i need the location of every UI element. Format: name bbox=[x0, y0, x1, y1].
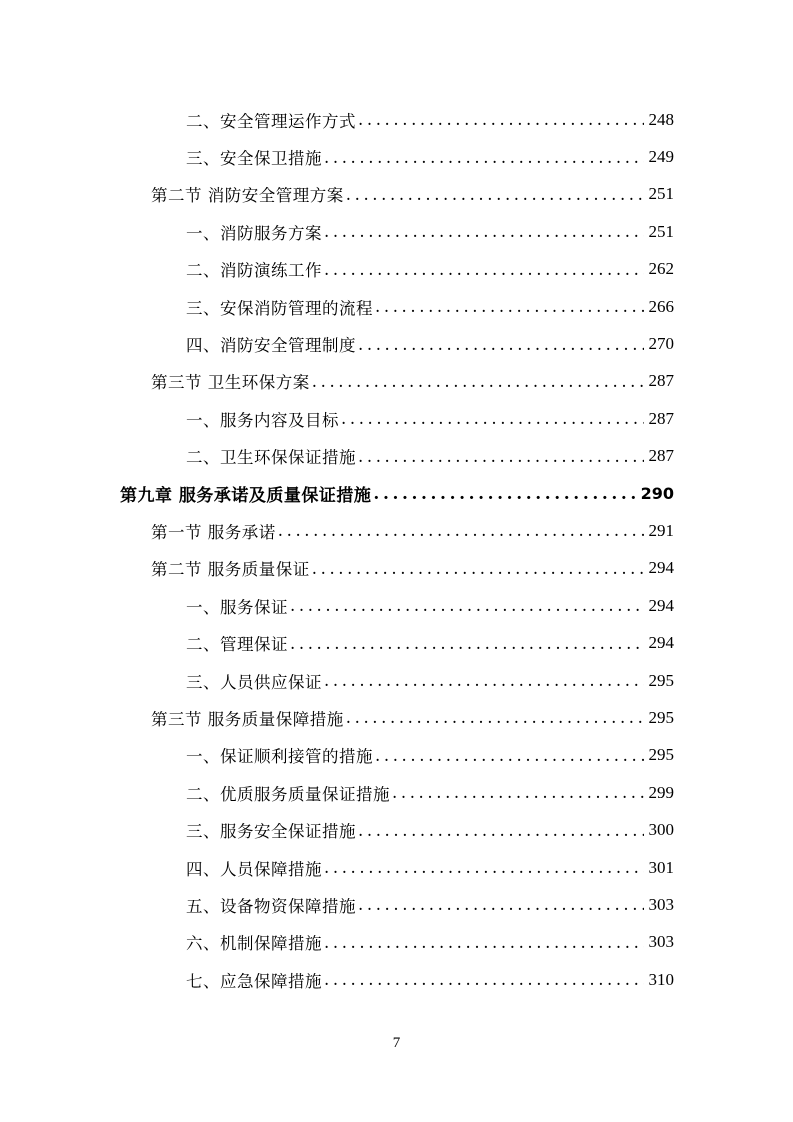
toc-entry-page: 299 bbox=[648, 782, 674, 802]
toc-entry-page: 249 bbox=[648, 147, 674, 167]
toc-entry-page: 303 bbox=[648, 932, 674, 952]
toc-entry-page: 295 bbox=[648, 707, 674, 727]
toc-dot-leader bbox=[324, 260, 644, 279]
toc-entry-page: 300 bbox=[648, 820, 674, 840]
table-of-contents bbox=[0, 101, 793, 998]
toc-entry-page: 294 bbox=[648, 595, 674, 615]
toc-entry-title: 第二节 服务质量保证 bbox=[151, 560, 310, 580]
toc-subsection-entry[interactable] bbox=[0, 961, 793, 998]
toc-entry-page: 262 bbox=[648, 259, 674, 279]
toc-entry-title: 第一节 服务承诺 bbox=[151, 522, 276, 542]
toc-section-entry[interactable] bbox=[0, 176, 793, 213]
toc-entry-page: 294 bbox=[648, 558, 674, 578]
toc-dot-leader bbox=[358, 821, 644, 840]
toc-dot-leader bbox=[278, 521, 644, 540]
toc-dot-leader bbox=[358, 895, 644, 914]
toc-entry-title: 四、消防安全管理制度 bbox=[186, 336, 356, 356]
toc-subsection-entry[interactable] bbox=[0, 288, 793, 325]
toc-section-entry[interactable] bbox=[0, 512, 793, 549]
toc-entry-page: 301 bbox=[648, 857, 674, 877]
toc-entry-page: 248 bbox=[648, 109, 674, 129]
toc-entry-title: 二、管理保证 bbox=[186, 635, 288, 655]
toc-entry-title: 一、服务内容及目标 bbox=[186, 410, 339, 430]
toc-dot-leader bbox=[358, 447, 644, 466]
toc-subsection-entry[interactable] bbox=[0, 438, 793, 475]
toc-dot-leader bbox=[324, 970, 644, 989]
toc-dot-leader bbox=[324, 933, 644, 952]
toc-subsection-entry[interactable] bbox=[0, 624, 793, 661]
toc-subsection-entry[interactable] bbox=[0, 662, 793, 699]
toc-subsection-entry[interactable] bbox=[0, 325, 793, 362]
toc-section-entry[interactable] bbox=[0, 363, 793, 400]
toc-dot-leader bbox=[358, 110, 644, 129]
toc-entry-page: 266 bbox=[648, 296, 674, 316]
toc-subsection-entry[interactable] bbox=[0, 587, 793, 624]
toc-subsection-entry[interactable] bbox=[0, 849, 793, 886]
toc-entry-page: 287 bbox=[648, 371, 674, 391]
toc-entry-page: 270 bbox=[648, 334, 674, 354]
toc-entry-title: 一、消防服务方案 bbox=[186, 223, 322, 243]
toc-section-entry[interactable] bbox=[0, 550, 793, 587]
toc-entry-page: 287 bbox=[648, 446, 674, 466]
toc-entry-title: 第二节 消防安全管理方案 bbox=[151, 186, 344, 206]
toc-entry-page: 290 bbox=[640, 484, 674, 504]
toc-entry-title: 一、服务保证 bbox=[186, 597, 288, 617]
toc-entry-title: 三、安全保卫措施 bbox=[186, 149, 322, 169]
toc-subsection-entry[interactable] bbox=[0, 213, 793, 250]
toc-entry-title: 第三节 卫生环保方案 bbox=[151, 373, 310, 393]
toc-entry-title: 二、卫生环保保证措施 bbox=[186, 448, 356, 468]
toc-subsection-entry[interactable] bbox=[0, 251, 793, 288]
toc-entry-page: 310 bbox=[648, 969, 674, 989]
toc-entry-title: 六、机制保障措施 bbox=[186, 934, 322, 954]
toc-dot-leader bbox=[375, 297, 644, 316]
toc-dot-leader bbox=[358, 335, 644, 354]
toc-entry-title: 三、人员供应保证 bbox=[186, 672, 322, 692]
toc-subsection-entry[interactable] bbox=[0, 811, 793, 848]
toc-entry-page: 287 bbox=[648, 408, 674, 428]
toc-dot-leader bbox=[392, 783, 644, 802]
toc-entry-title: 三、安保消防管理的流程 bbox=[186, 298, 373, 318]
toc-entry-title: 四、人员保障措施 bbox=[186, 859, 322, 879]
toc-dot-leader bbox=[290, 634, 644, 653]
toc-dot-leader bbox=[290, 596, 644, 615]
page-number: 7 bbox=[392, 1035, 401, 1051]
toc-entry-title: 第九章 服务承诺及质量保证措施 bbox=[120, 486, 372, 507]
toc-entry-title: 二、消防演练工作 bbox=[186, 261, 322, 281]
toc-dot-leader bbox=[324, 671, 644, 690]
toc-entry-title: 第三节 服务质量保障措施 bbox=[151, 709, 344, 729]
toc-subsection-entry[interactable] bbox=[0, 101, 793, 138]
toc-dot-leader bbox=[346, 708, 644, 727]
toc-dot-leader bbox=[324, 148, 644, 167]
toc-dot-leader bbox=[312, 559, 644, 578]
toc-dot-leader bbox=[375, 746, 644, 765]
toc-dot-leader bbox=[324, 858, 644, 877]
toc-entry-page: 303 bbox=[648, 894, 674, 914]
toc-entry-title: 一、保证顺利接管的措施 bbox=[186, 747, 373, 767]
toc-subsection-entry[interactable] bbox=[0, 886, 793, 923]
toc-entry-title: 七、应急保障措施 bbox=[186, 971, 322, 991]
toc-entry-page: 251 bbox=[648, 221, 674, 241]
toc-dot-leader bbox=[312, 372, 644, 391]
toc-entry-page: 251 bbox=[648, 184, 674, 204]
toc-subsection-entry[interactable] bbox=[0, 924, 793, 961]
toc-dot-leader bbox=[346, 185, 644, 204]
toc-subsection-entry[interactable] bbox=[0, 737, 793, 774]
toc-subsection-entry[interactable] bbox=[0, 138, 793, 175]
toc-entry-page: 294 bbox=[648, 633, 674, 653]
toc-entry-title: 二、优质服务质量保证措施 bbox=[186, 784, 390, 804]
toc-entry-title: 五、设备物资保障措施 bbox=[186, 896, 356, 916]
toc-subsection-entry[interactable] bbox=[0, 774, 793, 811]
toc-entry-title: 二、安全管理运作方式 bbox=[186, 111, 356, 131]
toc-entry-page: 291 bbox=[648, 520, 674, 540]
toc-dot-leader bbox=[324, 222, 644, 241]
toc-subsection-entry[interactable] bbox=[0, 400, 793, 437]
toc-dot-leader bbox=[341, 409, 644, 428]
toc-dot-leader bbox=[373, 484, 638, 504]
toc-chapter-entry[interactable] bbox=[0, 475, 793, 512]
toc-entry-title: 三、服务安全保证措施 bbox=[186, 822, 356, 842]
toc-section-entry[interactable] bbox=[0, 699, 793, 736]
toc-entry-page: 295 bbox=[648, 670, 674, 690]
toc-entry-page: 295 bbox=[648, 745, 674, 765]
